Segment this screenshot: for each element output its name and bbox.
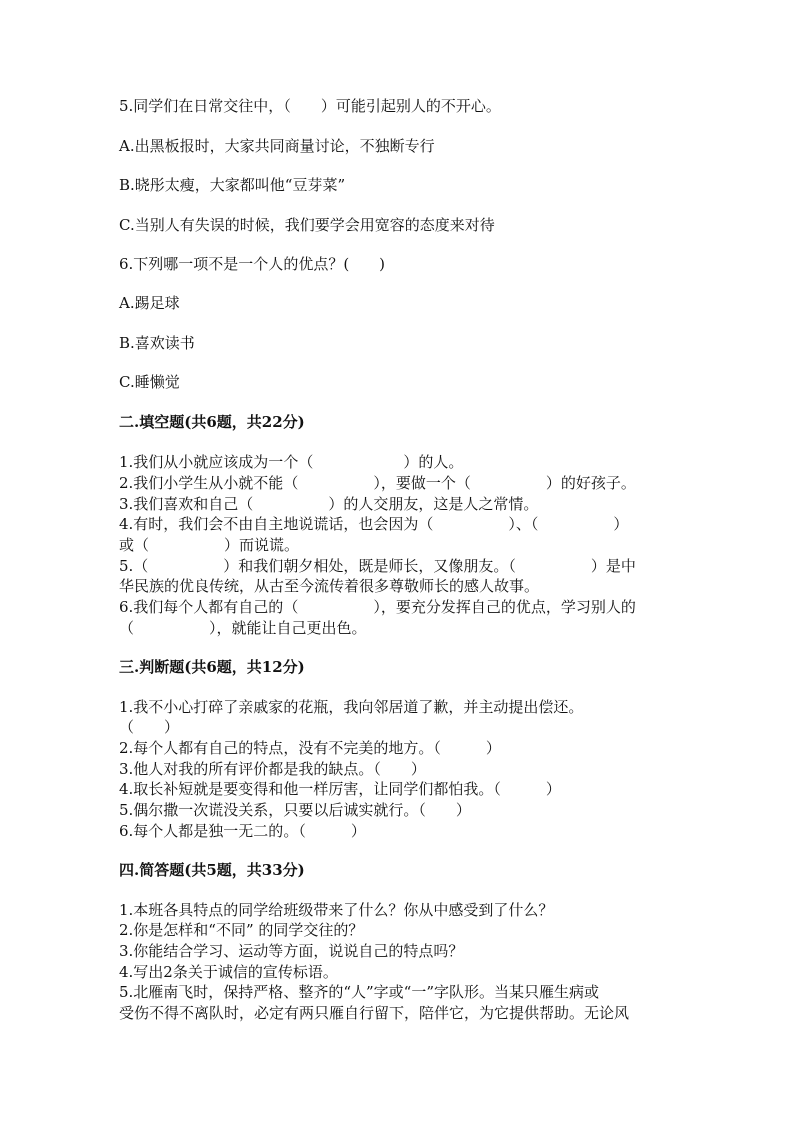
short-answer-line: 2.你是怎样和“不同” 的同学交往的？ xyxy=(119,921,364,939)
true-false-line: 6.每个人都是独一无二的。（ ） xyxy=(119,822,366,840)
question-5-stem: 5.同学们在日常交往中，（ ）可能引起别人的不开心。 xyxy=(119,97,501,115)
question-6-option-b: B.喜欢读书 xyxy=(119,334,195,352)
section-heading-true-false: 三.判断题(共6题，共12分) xyxy=(119,658,305,676)
section-heading-fill-blank: 二.填空题(共6题，共22分) xyxy=(119,413,305,431)
fill-blank-line: 3.我们喜欢和自己（ ）的人交朋友，这是人之常情。 xyxy=(119,495,539,513)
fill-blank-line: 华民族的优良传统，从古至今流传着很多尊敬师长的感人故事。 xyxy=(119,577,540,595)
true-false-line: 4.取长补短就是要变得和他一样厉害，让同学们都怕我。（ ） xyxy=(119,780,561,798)
true-false-line: 1.我不小心打碎了亲戚家的花瓶，我向邻居道了歉，并主动提出偿还。 xyxy=(119,698,584,716)
fill-blank-line: 1.我们从小就应该成为一个（ ）的人。 xyxy=(119,453,464,471)
question-5-option-a: A.出黑板报时，大家共同商量讨论，不独断专行 xyxy=(119,137,435,155)
short-answer-line: 受伤不得不离队时，必定有两只雁自行留下，陪伴它，为它提供帮助。无论风 xyxy=(119,1004,630,1022)
short-answer-line: 5.北雁南飞时，保持严格、整齐的“人”字或“一”字队形。当某只雁生病或 xyxy=(119,983,599,1001)
question-6-option-c: C.睡懒觉 xyxy=(119,373,180,391)
true-false-line: （ ） xyxy=(119,718,180,736)
short-answer-line: 4.写出2条关于诚信的宣传标语。 xyxy=(119,963,338,981)
fill-blank-line: 2.我们小学生从小就不能（ ），要做一个（ ）的好孩子。 xyxy=(119,474,636,492)
fill-blank-line: 4.有时，我们会不由自主地说谎话，也会因为（ ）、（ ） xyxy=(119,515,629,533)
true-false-line: 2.每个人都有自己的特点，没有不完美的地方。（ ） xyxy=(119,739,501,757)
true-false-line: 3.他人对我的所有评价都是我的缺点。（ ） xyxy=(119,760,426,778)
question-6-stem: 6.下列哪一项不是一个人的优点？( ) xyxy=(119,255,386,273)
fill-blank-line: 或（ ）而说谎。 xyxy=(119,536,300,554)
true-false-line: 5.偶尔撒一次谎没关系，只要以后诚实就行。（ ） xyxy=(119,801,471,819)
short-answer-line: 3.你能结合学习、运动等方面，说说自己的特点吗？ xyxy=(119,942,464,960)
fill-blank-line: 6.我们每个人都有自己的（ ），要充分发挥自己的优点，学习别人的 xyxy=(119,598,636,616)
fill-blank-line: 5.（ ）和我们朝夕相处，既是师长，又像朋友。（ ）是中 xyxy=(119,557,636,575)
section-heading-short-answer: 四.简答题(共5题，共33分) xyxy=(119,861,305,879)
question-6-option-a: A.踢足球 xyxy=(119,294,180,312)
short-answer-line: 1.本班各具特点的同学给班级带来了什么？你从中感受到了什么？ xyxy=(119,901,554,919)
fill-blank-line: （ ），就能让自己更出色。 xyxy=(119,619,367,637)
question-5-option-b: B.晓彤太瘦，大家都叫他“豆芽菜” xyxy=(119,176,346,194)
question-5-option-c: C.当别人有失误的时候，我们要学会用宽容的态度来对待 xyxy=(119,216,495,234)
